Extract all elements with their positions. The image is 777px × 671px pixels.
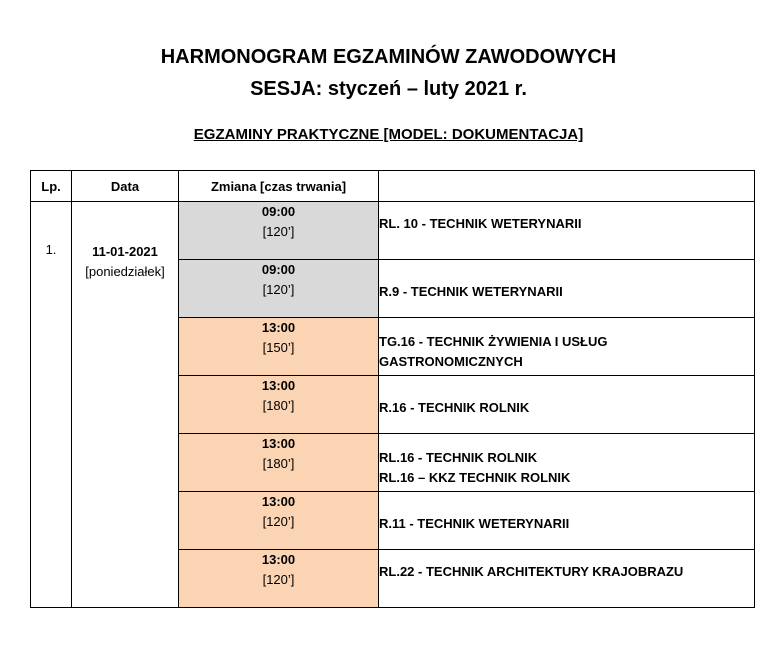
section-heading: EGZAMINY PRAKTYCZNE [MODEL: DOKUMENTACJA]: [193, 126, 584, 143]
exam-qualification: R.11 - TECHNIK WETERYNARII: [379, 516, 570, 531]
shift-duration: [120’]: [262, 572, 295, 587]
header-row: [31, 171, 755, 202]
shift-cell: [179, 376, 379, 434]
table-row: [31, 202, 755, 260]
shift-time: 13:00: [261, 552, 296, 567]
header-date: Data: [72, 171, 179, 202]
shift-time: 13:00: [261, 436, 296, 451]
shift-time: 09:00: [261, 204, 296, 219]
exam-qualification: R.16 - TECHNIK ROLNIK: [379, 400, 530, 415]
shift-duration: [120’]: [262, 282, 295, 297]
schedule-table: [30, 170, 755, 608]
shift-duration: [120’]: [262, 514, 295, 529]
exam-qualification: TG.16 - TECHNIK ŻYWIENIA I USŁUG: [379, 334, 608, 349]
shift-cell: [179, 318, 379, 376]
shift-cell: [179, 260, 379, 318]
row-number-cell: [31, 202, 72, 608]
exam-cell: [379, 550, 755, 608]
document-title: HARMONOGRAM EGZAMINÓW ZAWODOWYCH: [160, 46, 617, 68]
shift-time: 13:00: [261, 378, 296, 393]
exam-weekday: [poniedziałek]: [85, 264, 165, 279]
shift-duration: [180’]: [262, 398, 295, 413]
exam-cell: [379, 434, 755, 492]
exam-qualification: RL.16 - TECHNIK ROLNIK: [379, 450, 538, 465]
exam-cell: [379, 492, 755, 550]
exam-qualification: RL. 10 - TECHNIK WETERYNARII: [379, 216, 582, 231]
session-title: SESJA: styczeń – luty 2021 r.: [250, 78, 527, 100]
shift-cell: [179, 492, 379, 550]
shift-cell: [179, 550, 379, 608]
exam-qualification: GASTRONOMICZNYCH: [379, 354, 523, 369]
exam-cell: [379, 202, 755, 260]
header-shift: Zmiana [czas trwania]: [179, 171, 379, 202]
exam-qualification: RL.16 – KKZ TECHNIK ROLNIK: [379, 470, 571, 485]
exam-qualification: RL.22 - TECHNIK ARCHITEKTURY KRAJOBRAZU: [379, 564, 684, 579]
row-number: 1.: [45, 242, 57, 257]
shift-cell: [179, 202, 379, 260]
date-cell: [72, 202, 179, 608]
exam-cell: [379, 318, 755, 376]
shift-duration: [120’]: [262, 224, 295, 239]
exam-date: 11-01-2021: [92, 244, 158, 259]
shift-cell: [179, 434, 379, 492]
exam-qualification: R.9 - TECHNIK WETERYNARII: [379, 284, 563, 299]
shift-duration: [180’]: [262, 456, 295, 471]
header-lp: Lp.: [31, 171, 72, 202]
exam-cell: [379, 376, 755, 434]
header-exam: [379, 171, 755, 202]
exam-cell: [379, 260, 755, 318]
shift-time: 13:00: [261, 320, 296, 335]
shift-time: 13:00: [261, 494, 296, 509]
shift-duration: [150’]: [262, 340, 295, 355]
shift-time: 09:00: [261, 262, 296, 277]
